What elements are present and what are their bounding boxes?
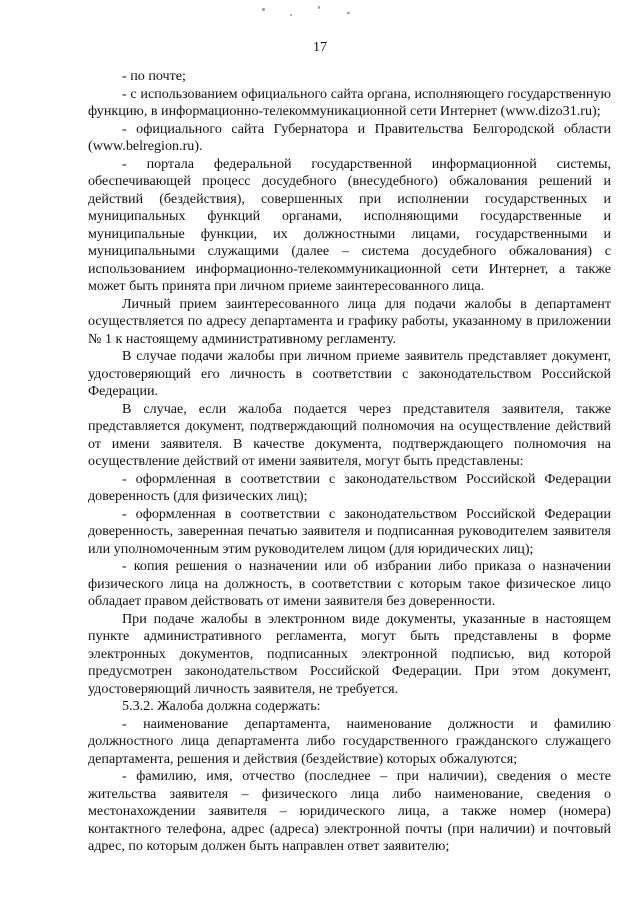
paragraph: - по почте; [122,68,186,84]
paragraph: - оформленная в соответствии с законодательством Российской Федерации доверенность (для физических лиц); [88,470,611,504]
paragraph: - с использованием официального сайта органа, исполняющего государственную функцию, в информационно-телекоммуникационной сети Интернет (www.dizo31.ru); [88,85,611,119]
scan-speck [290,14,292,16]
paragraph: 5.3.2. Жалоба должна содержать: [122,698,321,714]
paragraph: - оформленная в соответствии с законодательством Российской Федерации доверенность, заверенная печатью заявителя и подписанная руководителем заявителя или уполномоченным этим руководителем лицом (для юридических лиц); [88,505,611,557]
document-body [88,68,611,856]
paragraph: - копия решения о назначении или об избрании либо приказа о назначении физического лица на должность, в соответствии с которым такое физическое лицо обладает правом действовать от имени заявителя без доверенности. [88,558,611,609]
scan-speck [262,8,265,11]
scan-speck [347,12,350,14]
paragraph: При подаче жалобы в электронном виде документы, указанные в настоящем пункте административного регламента, могут быть представлены в форме электронных документов, подписанных электронной подписью, вид которой предусмотрен законодательством Российской Федерации. При этом документ, удостоверяющий личность заявителя, не требуется. [88,610,611,697]
paragraph: В случае подачи жалобы при личном приеме заявитель представляет документ, удостоверяющий его личность в соответствии с законодательством Российской Федерации. [88,348,611,399]
paragraph: Личный прием заинтересованного лица для подачи жалобы в департамент осуществляется по адресу департамента и графику работы, указанному в приложении № 1 к настоящему административному регламенту. [88,295,611,347]
paragraph: - портала федеральной государственной информационной системы, обеспечивающей процесс досудебного (внесудебного) обжалования решений и действий (бездействия), совершенных при исполнении государственных и муниципальных функций органами, исполняющими государственные и муниципальные функции, их должностными лицами, государственными и муниципальными служащими (далее – система досудебного обжалования) с использованием информационно-телекоммуникационной сети Интернет, а также может быть принята при личном приеме заинтересованного лица. [88,155,611,294]
page-number: 17 [313,40,327,55]
scan-speck [318,6,320,9]
paragraph: В случае, если жалоба подается через представителя заявителя, также представляется документ, подтверждающий полномочия на осуществление действий от имени заявителя. В качестве документа, подтверждающего полномочия на осуществление действий от имени заявителя, могут быть представлены: [88,400,611,469]
paragraph: - фамилию, имя, отчество (последнее – при наличии), сведения о месте жительства заявителя – физического лица либо наименование, сведения о местонахождении заявителя – юридического лица, а также номер (номера) контактного телефона, адрес (адреса) электронной почты (при наличии) и почтовый адрес, по которым должен быть направлен ответ заявителю; [88,768,611,854]
paragraph: - официального сайта Губернатора и Правительства Белгородской области (www.belregion.ru). [88,120,611,154]
paragraph: - наименование департамента, наименование должности и фамилию должностного лица департамента либо государственного гражданского служащего департамента, решения и действия (бездействие) которых обжалуются; [88,715,611,767]
